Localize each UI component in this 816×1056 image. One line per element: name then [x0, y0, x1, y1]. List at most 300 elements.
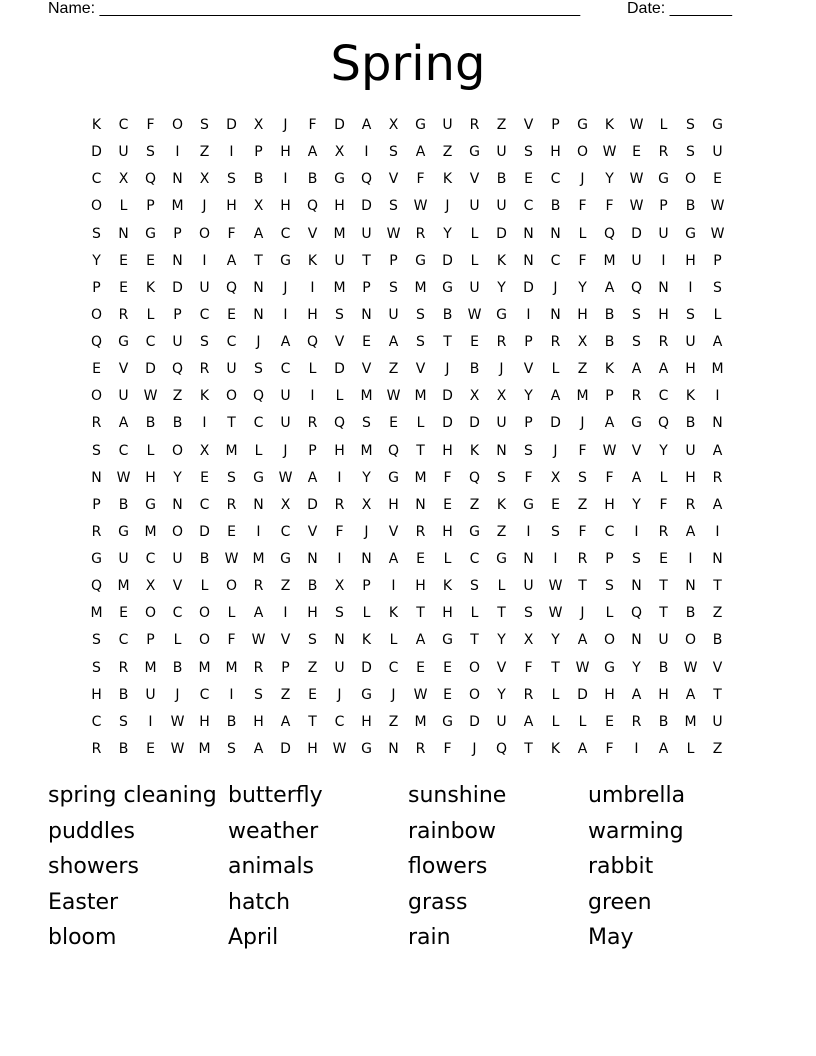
grid-letter: W [602, 144, 617, 161]
grid-letter: R [631, 388, 642, 405]
grid-letter: U [388, 306, 399, 323]
grid-letter: W [170, 713, 185, 730]
grid-letter: T [659, 578, 668, 595]
grid-letter: Q [468, 469, 481, 486]
grid-letter: X [361, 496, 372, 513]
grid-letter: G [145, 496, 156, 513]
word-list-item: May [588, 925, 634, 950]
grid-letter: M [117, 578, 130, 595]
grid-letter: F [335, 523, 344, 540]
grid-letter: Q [225, 279, 238, 296]
grid-letter: U [685, 334, 696, 350]
grid-letter: X [199, 171, 210, 188]
grid-letter: R [658, 523, 669, 540]
grid-letter: S [146, 144, 155, 161]
grid-letter: R [199, 361, 210, 378]
grid-letter: S [200, 117, 209, 133]
grid-letter: L [416, 415, 425, 432]
grid-letter: V [631, 442, 642, 459]
grid-letter: V [307, 523, 318, 540]
grid-letter: U [226, 361, 237, 378]
grid-letter: K [442, 578, 453, 595]
grid-letter: N [550, 225, 561, 242]
grid-letter: I [283, 306, 288, 323]
grid-letter: K [145, 279, 156, 296]
grid-letter: U [496, 415, 507, 432]
grid-letter: B [307, 171, 318, 188]
grid-letter: I [553, 551, 558, 567]
grid-letter: E [551, 496, 560, 513]
grid-letter: B [307, 578, 318, 595]
grid-letter: U [631, 252, 642, 269]
grid-letter: S [254, 361, 263, 378]
grid-letter: W [170, 740, 185, 757]
grid-letter: P [92, 279, 101, 296]
grid-letter: E [362, 334, 371, 350]
grid-letter: G [415, 252, 426, 269]
grid-letter: S [119, 713, 128, 730]
grid-letter: R [658, 144, 669, 161]
word-list-item: showers [48, 854, 139, 879]
grid-letter: F [227, 632, 236, 649]
grid-letter: U [118, 551, 129, 567]
grid-letter: S [470, 578, 479, 595]
grid-letter: U [118, 388, 129, 405]
grid-letter: H [577, 306, 588, 323]
grid-letter: I [229, 144, 234, 161]
grid-letter: L [362, 605, 371, 622]
grid-letter: J [445, 361, 450, 378]
grid-letter: R [685, 496, 696, 513]
grid-letter: L [713, 306, 722, 323]
grid-letter: G [469, 523, 480, 540]
grid-letter: G [388, 469, 399, 486]
grid-letter: K [496, 252, 507, 269]
grid-letter: N [415, 496, 426, 513]
grid-letter: V [172, 578, 183, 595]
grid-letter: F [524, 659, 533, 676]
grid-letter: L [308, 361, 317, 378]
grid-letter: Y [92, 252, 101, 269]
grid-letter: G [658, 171, 669, 188]
grid-letter: R [496, 334, 507, 350]
grid-letter: D [442, 415, 453, 432]
grid-letter: G [253, 469, 264, 486]
grid-letter: Q [333, 415, 346, 432]
grid-letter: B [226, 713, 237, 730]
grid-letter: M [198, 659, 211, 676]
grid-letter: L [470, 225, 479, 242]
grid-letter: F [308, 117, 317, 133]
grid-letter: R [415, 225, 426, 242]
grid-letter: Q [603, 225, 616, 242]
grid-letter: D [145, 361, 156, 378]
grid-letter: D [334, 361, 345, 378]
grid-letter: I [310, 388, 315, 405]
grid-letter: D [577, 686, 588, 703]
grid-letter: B [604, 306, 615, 323]
grid-letter: V [118, 361, 129, 378]
grid-letter: M [225, 442, 238, 459]
grid-letter: B [550, 198, 561, 215]
grid-letter: Z [388, 713, 399, 730]
grid-letter: V [280, 632, 291, 649]
grid-letter: D [550, 415, 561, 432]
grid-letter: K [604, 361, 615, 378]
grid-letter: I [256, 523, 261, 540]
word-list-item: umbrella [588, 783, 686, 808]
grid-letter: X [253, 117, 264, 133]
grid-letter: N [631, 632, 642, 649]
grid-letter: H [226, 198, 237, 215]
grid-letter: C [199, 496, 210, 513]
grid-letter: H [307, 605, 318, 622]
grid-letter: I [715, 388, 720, 405]
grid-letter: H [307, 740, 318, 757]
grid-letter: S [578, 469, 587, 486]
grid-letter: U [712, 713, 723, 730]
grid-letter: S [632, 306, 641, 323]
grid-letter: U [145, 686, 156, 703]
grid-letter: T [524, 740, 533, 757]
grid-letter: D [496, 225, 507, 242]
grid-letter: C [658, 388, 669, 405]
grid-letter: C [280, 523, 291, 540]
grid-letter: J [445, 198, 450, 215]
grid-letter: O [198, 225, 211, 242]
grid-letter: M [90, 605, 103, 622]
grid-letter: N [361, 551, 372, 567]
grid-letter: R [550, 334, 561, 350]
grid-letter: O [468, 686, 481, 703]
grid-letter: K [199, 388, 210, 405]
grid-letter: B [118, 496, 129, 513]
grid-letter: N [550, 306, 561, 323]
grid-letter: M [414, 388, 427, 405]
grid-letter: O [90, 198, 103, 215]
grid-letter: C [172, 605, 183, 622]
grid-letter: J [364, 523, 369, 540]
grid-letter: F [524, 469, 533, 486]
grid-letter: X [199, 442, 210, 459]
grid-letter: I [634, 740, 639, 757]
grid-letter: A [577, 632, 588, 649]
grid-letter: K [442, 171, 453, 188]
grid-letter: E [416, 551, 425, 567]
word-list-item: puddles [48, 818, 135, 844]
grid-letter: E [632, 144, 641, 161]
grid-letter: W [386, 225, 401, 242]
grid-letter: A [523, 713, 534, 730]
grid-letter: W [575, 659, 590, 676]
grid-letter: I [229, 686, 234, 703]
grid-letter: R [91, 523, 102, 540]
grid-letter: P [92, 496, 101, 513]
grid-letter: B [172, 659, 183, 676]
grid-letter: S [416, 334, 425, 350]
grid-letter: J [202, 198, 207, 215]
grid-letter: P [146, 198, 155, 215]
grid-letter: Y [443, 225, 452, 242]
grid-letter: M [360, 388, 373, 405]
grid-letter: I [661, 252, 666, 269]
grid-letter: Y [173, 469, 182, 486]
grid-letter: G [496, 551, 507, 567]
grid-letter: A [631, 686, 642, 703]
grid-letter: M [576, 388, 589, 405]
grid-letter: P [524, 415, 533, 432]
grid-letter: I [202, 415, 207, 432]
grid-letter: C [523, 198, 534, 215]
grid-letter: H [361, 713, 372, 730]
grid-letter: L [551, 713, 560, 730]
grid-letter: H [253, 713, 264, 730]
grid-letter: F [578, 252, 587, 269]
grid-letter: Q [306, 334, 319, 350]
grid-letter: D [442, 388, 453, 405]
grid-letter: H [415, 578, 426, 595]
grid-letter: D [361, 198, 372, 215]
grid-letter: H [280, 144, 291, 161]
grid-letter: P [173, 225, 182, 242]
grid-letter: L [389, 632, 398, 649]
grid-letter: Y [659, 442, 668, 459]
grid-letter: A [685, 523, 696, 540]
grid-letter: L [551, 686, 560, 703]
grid-letter: H [145, 469, 156, 486]
grid-letter: P [713, 252, 722, 269]
grid-letter: V [361, 361, 372, 378]
grid-letter: H [658, 306, 669, 323]
grid-letter: J [175, 686, 180, 703]
grid-letter: U [496, 713, 507, 730]
grid-letter: G [334, 171, 345, 188]
grid-letter: A [631, 469, 642, 486]
grid-letter: G [631, 415, 642, 432]
grid-letter: N [172, 496, 183, 513]
word-list-item: rabbit [588, 854, 654, 879]
grid-letter: L [443, 551, 452, 567]
grid-letter: P [551, 117, 560, 133]
grid-letter: V [523, 361, 534, 378]
grid-letter: A [253, 225, 264, 242]
grid-letter: Y [497, 632, 506, 649]
grid-letter: B [253, 171, 264, 188]
grid-letter: G [118, 334, 129, 350]
grid-letter: L [686, 740, 695, 757]
grid-letter: W [629, 198, 644, 215]
grid-letter: G [604, 659, 615, 676]
grid-letter: Z [199, 144, 210, 161]
grid-letter: L [497, 578, 506, 595]
grid-letter: O [225, 578, 238, 595]
grid-letter: P [254, 144, 263, 161]
grid-letter: C [118, 632, 129, 649]
grid-letter: N [253, 496, 264, 513]
grid-letter: N [631, 578, 642, 595]
grid-letter: M [684, 713, 697, 730]
grid-letter: B [469, 361, 480, 378]
grid-letter: B [658, 713, 669, 730]
word-list-item: flowers [408, 854, 488, 879]
grid-letter: J [580, 415, 585, 432]
grid-letter: W [602, 442, 617, 459]
grid-letter: S [632, 334, 641, 350]
grid-letter: C [604, 523, 615, 540]
grid-letter: C [469, 551, 480, 567]
grid-letter: D [199, 523, 210, 540]
grid-letter: N [712, 415, 723, 432]
grid-letter: N [334, 632, 345, 649]
grid-letter: J [283, 279, 288, 296]
grid-letter: I [391, 578, 396, 595]
grid-letter: O [90, 388, 103, 405]
grid-letter: C [253, 415, 264, 432]
grid-letter: Z [307, 659, 318, 676]
word-list-item: Easter [48, 889, 119, 915]
grid-letter: M [171, 198, 184, 215]
grid-letter: M [225, 659, 238, 676]
grid-letter: D [172, 279, 183, 296]
grid-letter: E [146, 740, 155, 757]
grid-letter: H [685, 469, 696, 486]
grid-letter: I [634, 523, 639, 540]
grid-letter: C [118, 117, 129, 133]
grid-letter: S [686, 306, 695, 323]
grid-letter: S [524, 605, 533, 622]
grid-letter: R [118, 659, 129, 676]
word-list-item: weather [228, 818, 319, 844]
grid-letter: W [548, 578, 563, 595]
word-list-item: sunshine [408, 783, 507, 808]
grid-letter: Y [362, 469, 371, 486]
grid-letter: W [386, 388, 401, 405]
grid-letter: P [146, 632, 155, 649]
grid-letter: T [416, 605, 425, 622]
grid-letter: U [469, 279, 480, 296]
grid-letter: M [360, 442, 373, 459]
grid-letter: C [91, 171, 102, 188]
grid-letter: H [199, 713, 210, 730]
grid-letter: F [605, 198, 614, 215]
grid-letter: Y [578, 279, 587, 296]
grid-letter: G [361, 740, 372, 757]
grid-letter: U [361, 225, 372, 242]
grid-letter: K [685, 388, 696, 405]
grid-letter: W [413, 686, 428, 703]
grid-letter: J [499, 361, 504, 378]
grid-letter: Q [90, 578, 103, 595]
grid-letter: E [470, 334, 479, 350]
grid-letter: I [310, 279, 315, 296]
grid-letter: K [388, 605, 399, 622]
grid-letter: M [198, 740, 211, 757]
grid-letter: F [605, 469, 614, 486]
grid-letter: S [389, 279, 398, 296]
grid-letter: A [253, 605, 264, 622]
grid-letter: X [523, 632, 534, 649]
grid-letter: L [146, 306, 155, 323]
grid-letter: S [605, 578, 614, 595]
word-list-item: spring cleaning [48, 783, 217, 808]
grid-letter: O [198, 632, 211, 649]
grid-letter: E [119, 252, 128, 269]
grid-letter: D [334, 117, 345, 133]
grid-letter: A [658, 361, 669, 378]
grid-letter: N [118, 225, 129, 242]
grid-letter: C [280, 225, 291, 242]
grid-letter: W [143, 388, 158, 405]
grid-letter: S [497, 469, 506, 486]
grid-letter: H [307, 306, 318, 323]
grid-letter: G [523, 496, 534, 513]
grid-letter: Y [524, 388, 533, 405]
grid-letter: B [685, 198, 696, 215]
grid-letter: Q [630, 605, 643, 622]
grid-letter: Y [497, 279, 506, 296]
grid-letter: H [442, 442, 453, 459]
grid-letter: N [496, 442, 507, 459]
grid-letter: T [470, 632, 479, 649]
grid-letter: U [280, 415, 291, 432]
grid-letter: O [576, 144, 589, 161]
grid-letter: Z [496, 117, 507, 133]
grid-letter: J [472, 740, 477, 757]
grid-letter: C [199, 686, 210, 703]
grid-letter: T [308, 713, 317, 730]
grid-letter: P [362, 279, 371, 296]
grid-letter: M [333, 225, 346, 242]
grid-letter: G [118, 523, 129, 540]
grid-letter: L [578, 713, 587, 730]
grid-letter: B [442, 306, 453, 323]
grid-letter: R [334, 496, 345, 513]
grid-letter: Y [632, 659, 641, 676]
grid-letter: A [361, 117, 372, 133]
grid-letter: U [172, 334, 183, 350]
word-list-item: animals [228, 854, 315, 879]
grid-letter: Z [577, 496, 588, 513]
grid-letter: R [523, 686, 534, 703]
grid-letter: Z [280, 578, 291, 595]
grid-letter: W [116, 469, 131, 486]
grid-letter: A [307, 144, 318, 161]
grid-letter: F [578, 198, 587, 215]
grid-letter: L [200, 578, 209, 595]
grid-letter: D [469, 415, 480, 432]
grid-letter: O [225, 388, 238, 405]
grid-letter: J [256, 334, 261, 350]
grid-letter: S [92, 659, 101, 676]
grid-letter: W [467, 306, 482, 323]
grid-letter: B [118, 686, 129, 703]
grid-letter: S [227, 740, 236, 757]
grid-letter: N [523, 225, 534, 242]
grid-letter: G [577, 117, 588, 133]
grid-letter: R [307, 415, 318, 432]
grid-letter: S [686, 144, 695, 161]
grid-letter: X [253, 198, 264, 215]
grid-letter: T [551, 659, 560, 676]
word-list-item: butterfly [228, 783, 323, 808]
grid-letter: Z [442, 144, 453, 161]
page-title: Spring [330, 36, 486, 92]
grid-letter: G [712, 117, 723, 133]
grid-letter: U [658, 632, 669, 649]
grid-letter: S [686, 117, 695, 133]
grid-letter: J [391, 686, 396, 703]
grid-letter: Z [712, 740, 723, 757]
